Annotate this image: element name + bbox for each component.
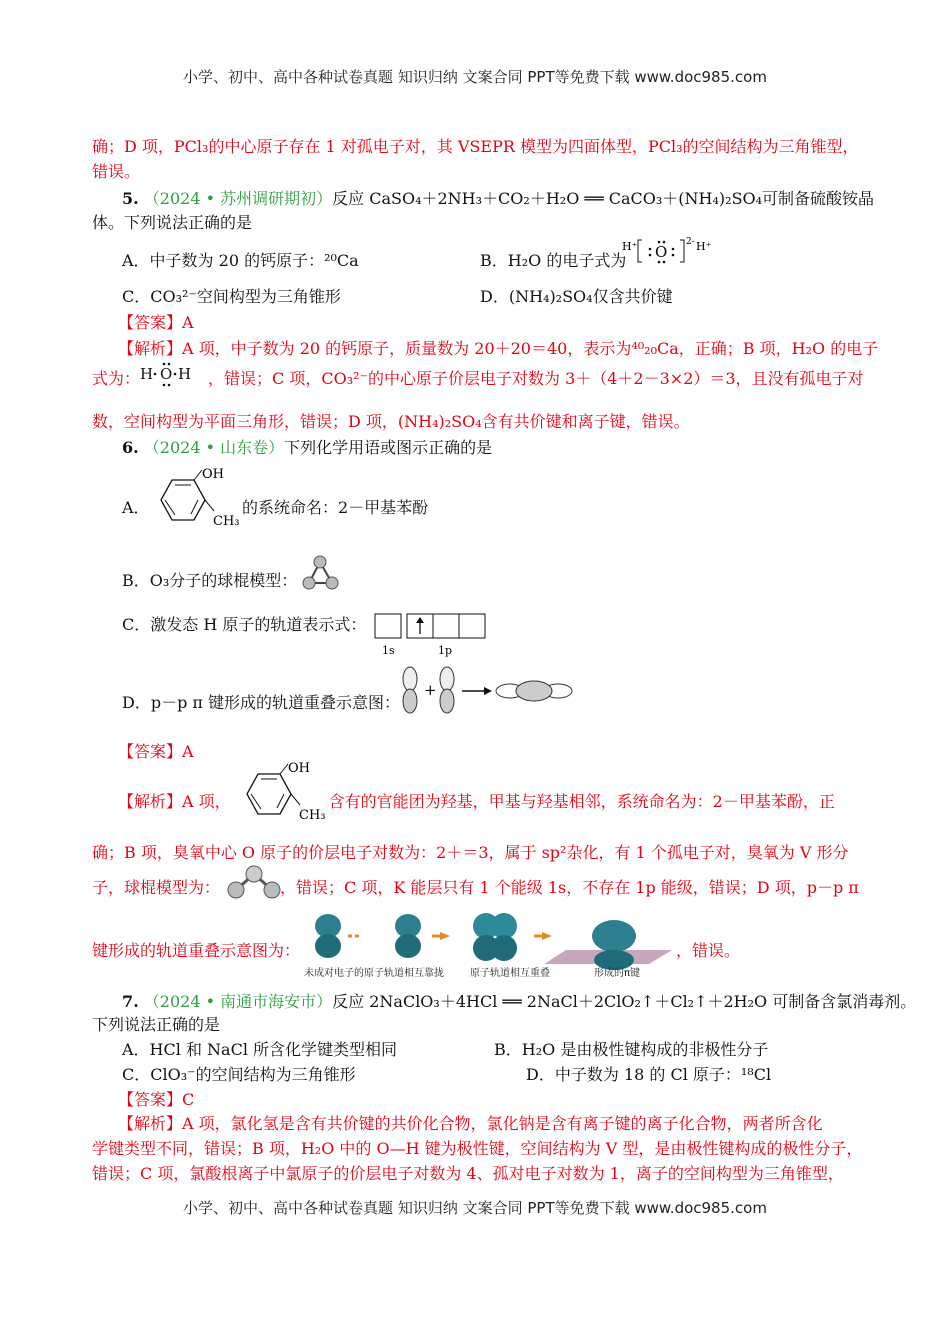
q7-source: （2024 • 南通市海安市） bbox=[143, 992, 333, 1011]
h2o-dot-structure-image bbox=[140, 362, 200, 388]
pi-caption-3: 形成的π键 bbox=[594, 968, 641, 979]
q5-source: （2024 • 苏州调研期初） bbox=[143, 189, 333, 208]
q6-explanation-line1a: 【解析】A 项， bbox=[118, 792, 231, 811]
q7-option-a: A．HCl 和 NaCl 所含化学键类型相同 bbox=[122, 1040, 398, 1059]
orbital-1p-label: 1p bbox=[438, 644, 453, 657]
q5-option-b: B．H₂O 的电子式为 bbox=[480, 251, 627, 270]
q6-option-d: D．p－p π 键形成的轨道重叠示意图： bbox=[122, 693, 401, 712]
q6-explanation-line4b: ，错误。 bbox=[676, 941, 741, 960]
prev-explanation-line2: 错误。 bbox=[92, 162, 141, 181]
q6-explanation-line1 bbox=[118, 791, 835, 813]
q5-number: 5. bbox=[122, 189, 139, 208]
q7-stem bbox=[122, 991, 916, 1013]
q5-stem-line1: 反应 CaSO₄＋2NH₃＋CO₂＋H₂O ══ CaCO₃＋(NH₄)₂SO₄可制备硫酸铵晶 bbox=[332, 189, 875, 208]
svg-text:H⁺: H⁺ bbox=[696, 240, 712, 253]
ch3-label-a: CH₃ bbox=[213, 514, 240, 529]
o3-bent-model-image bbox=[226, 864, 286, 900]
q6-explanation-line2: 确；B 项，臭氧中心 O 原子的价层电子对数为：2＋＝3，属于 sp²杂化，有 1 个孤电子对，臭氧为 V 形分 bbox=[92, 843, 849, 862]
pi-caption-1: 未成对电子的原子轨道相互靠拢 bbox=[304, 968, 444, 979]
svg-text:O: O bbox=[160, 365, 173, 383]
oh-label-exp: OH bbox=[288, 761, 310, 776]
orbital-1s-label: 1s bbox=[382, 644, 395, 657]
pi-caption-2: 原子轨道相互重叠 bbox=[470, 968, 550, 979]
q6-explanation-line4a: 键形成的轨道重叠示意图为： bbox=[92, 941, 301, 960]
q7-stem-line1: 反应 2NaClO₃＋4HCl ══ 2NaCl＋2ClO₂↑＋Cl₂↑＋2H₂O 可制备含氯消毒剂。 bbox=[332, 992, 917, 1011]
q5-explanation-line2b: ，错误；C 项，CO₃²⁻的中心原子价层电子对数为 3＋（4＋2－3×2）＝3，且没有孤电子对 bbox=[208, 369, 864, 388]
o3-ring-model-image bbox=[300, 554, 350, 594]
q5-explanation-line2a: 式为： bbox=[92, 369, 141, 388]
q5-stem bbox=[122, 188, 874, 210]
orbital-diagram bbox=[374, 612, 486, 658]
q7-option-b: B．H₂O 是由极性键构成的非极性分子 bbox=[494, 1040, 769, 1059]
q5-answer: 【答案】A bbox=[118, 313, 194, 332]
q7-answer: 【答案】C bbox=[118, 1090, 195, 1109]
svg-text:+: + bbox=[424, 681, 437, 699]
svg-text:H: H bbox=[178, 365, 192, 383]
ch3-label-exp: CH₃ bbox=[299, 808, 326, 823]
svg-text:O: O bbox=[655, 243, 668, 261]
q6-explanation-line3b: ，错误；C 项，K 能层只有 1 个能级 1s，不存在 1p 能级，错误；D 项，p－p π bbox=[280, 878, 859, 897]
svg-text:H: H bbox=[140, 365, 154, 383]
q5-option-c: C．CO₃²⁻空间构型为三角锥形 bbox=[122, 287, 341, 306]
q5-explanation-line3: 数，空间构型为平面三角形，错误；D 项，(NH₄)₂SO₄含有共价键和离子键，错误。 bbox=[92, 412, 690, 431]
q6-explanation-line1b: 含有的官能团为羟基，甲基与羟基相邻，系统命名为：2－甲基苯酚，正 bbox=[328, 792, 835, 811]
pi-bond-formation-diagram bbox=[304, 910, 680, 980]
q5-option-a: A．中子数为 20 的钙原子：²⁰Ca bbox=[122, 251, 359, 270]
q6-stem-text: 下列化学用语或图示正确的是 bbox=[284, 438, 493, 457]
page-footer: 小学、初中、高中各种试卷真题 知识归纳 文案合同 PPT等免费下载 www.doc985.com bbox=[183, 1199, 767, 1217]
q5-explanation-line1: 【解析】A 项，中子数为 20 的钙原子，质量数为 20＋20＝40，表示为⁴⁰₂₀Ca，正确；B 项，H₂O 的电子 bbox=[118, 339, 879, 358]
q7-explanation-line1: 【解析】A 项，氯化氢是含有共价键的共价化合物，氯化钠是含有离子键的离子化合物，两者所含化 bbox=[118, 1114, 823, 1133]
q6-stem bbox=[122, 437, 492, 459]
q7-explanation-line3: 错误；C 项，氯酸根离子中氯原子的价层电子对数为 4、孤对电子对数为 1，离子的空间构型为三角锥型， bbox=[92, 1164, 844, 1183]
q7-explanation-line2: 学键类型不同，错误；B 项，H₂O 中的 O—H 键为极性键，空间结构为 V 型，是由极性键构成的极性分子， bbox=[92, 1139, 863, 1158]
q7-number: 7. bbox=[122, 992, 139, 1011]
page-header: 小学、初中、高中各种试卷真题 知识归纳 文案合同 PPT等免费下载 www.doc985.com bbox=[183, 68, 767, 86]
q6-answer: 【答案】A bbox=[118, 742, 194, 761]
q7-stem-line2: 下列说法正确的是 bbox=[92, 1015, 221, 1034]
q6-number: 6. bbox=[122, 438, 139, 457]
oh-label-a: OH bbox=[202, 467, 224, 482]
q6-option-a-text: 的系统命名：2－甲基苯酚 bbox=[242, 498, 429, 517]
methylphenol-structure-exp bbox=[236, 762, 331, 824]
pp-pi-overlap-diagram-d bbox=[398, 666, 578, 716]
q6-source: （2024 • 山东卷） bbox=[143, 438, 285, 457]
q6-option-b: B．O₃分子的球棍模型： bbox=[122, 571, 298, 590]
prev-explanation-line1: 确；D 项，PCl₃的中心原子存在 1 对孤电子对，其 VSEPR 模型为四面体型，PCl₃的空间结构为三角锥型， bbox=[92, 137, 859, 156]
q6-option-a-prefix: A． bbox=[122, 498, 150, 517]
q6-option-c: C．激发态 H 原子的轨道表示式： bbox=[122, 615, 367, 634]
q7-option-c: C．ClO₃⁻的空间结构为三角锥形 bbox=[122, 1065, 356, 1084]
svg-text:2-: 2- bbox=[686, 237, 695, 247]
q6-explanation-line3 bbox=[92, 877, 859, 899]
q5-option-d: D．(NH₄)₂SO₄仅含共价键 bbox=[480, 287, 673, 306]
q7-option-d: D．中子数为 18 的 Cl 原子：¹⁸Cl bbox=[526, 1065, 772, 1084]
q5-explanation-line2 bbox=[92, 368, 864, 390]
q6-explanation-line3a: 子，球棍模型为： bbox=[92, 878, 221, 897]
h2o-ionic-structure-image bbox=[622, 236, 722, 266]
q5-stem-line2: 体。下列说法正确的是 bbox=[92, 213, 253, 232]
svg-text:H⁺: H⁺ bbox=[622, 240, 638, 253]
methylphenol-structure-a bbox=[150, 468, 245, 530]
